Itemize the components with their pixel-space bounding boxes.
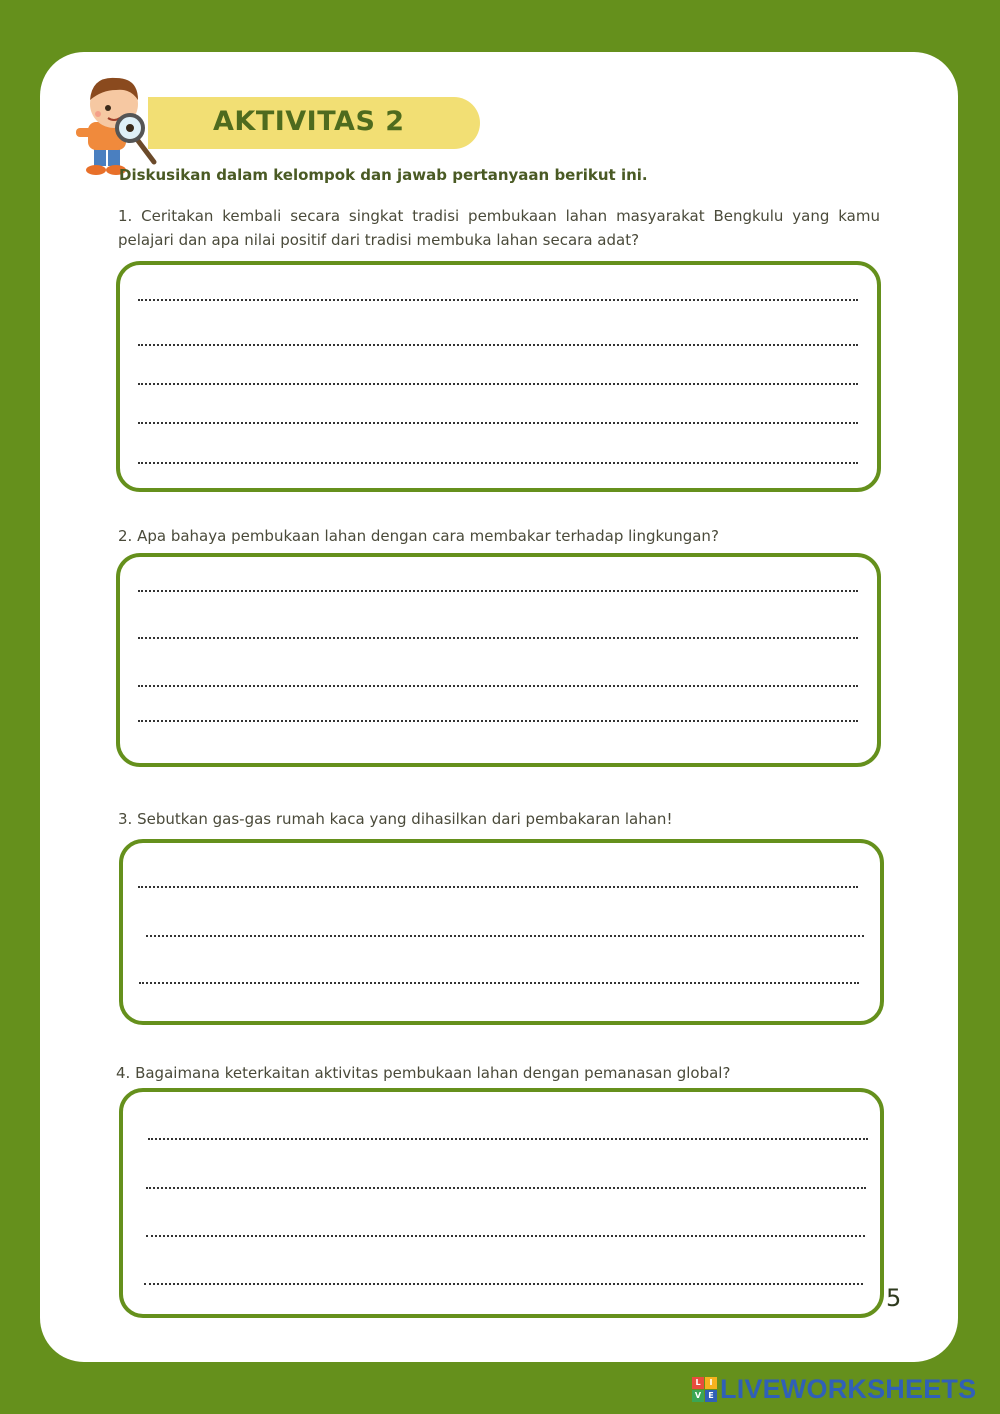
answer-line[interactable]	[139, 982, 859, 984]
answer-line[interactable]	[138, 422, 858, 424]
kid-magnifier-icon	[70, 66, 170, 178]
instruction-text: Diskusikan dalam kelompok dan jawab pertanyaan berikut ini.	[119, 166, 648, 184]
answer-line[interactable]	[148, 1138, 868, 1140]
answer-line[interactable]	[138, 299, 858, 301]
page-title: AKTIVITAS 2	[213, 106, 405, 137]
answer-line[interactable]	[138, 637, 858, 639]
answer-line[interactable]	[146, 1235, 865, 1237]
answer-line[interactable]	[138, 383, 858, 385]
answer-line[interactable]	[138, 886, 858, 888]
answer-line[interactable]	[144, 1283, 863, 1285]
answer-line[interactable]	[138, 462, 858, 464]
question-4: 4. Bagaimana keterkaitan aktivitas pembukaan lahan dengan pemanasan global?	[116, 1064, 731, 1082]
answer-line[interactable]	[138, 344, 858, 346]
answer-line[interactable]	[138, 590, 858, 592]
question-1: 1. Ceritakan kembali secara singkat tradisi pembukaan lahan masyarakat Bengkulu yang kamu pelajari dan apa nilai positif dari tradisi membuka lahan secara adat?	[118, 207, 880, 249]
answer-line[interactable]	[146, 1187, 866, 1189]
liveworksheets-watermark	[692, 1374, 976, 1404]
page-number: 5	[886, 1284, 902, 1312]
answer-box-1[interactable]	[116, 261, 881, 492]
liveworksheets-logo-icon: L I V E	[692, 1377, 717, 1402]
question-2: 2. Apa bahaya pembukaan lahan dengan cara membakar terhadap lingkungan?	[118, 527, 719, 545]
answer-line[interactable]	[146, 935, 864, 937]
question-3: 3. Sebutkan gas-gas rumah kaca yang dihasilkan dari pembakaran lahan!	[118, 810, 673, 828]
answer-line[interactable]	[138, 720, 858, 722]
liveworksheets-text: LIVEWORKSHEETS	[720, 1373, 977, 1404]
answer-box-3[interactable]	[119, 839, 884, 1025]
answer-box-2[interactable]	[116, 553, 881, 767]
answer-line[interactable]	[138, 685, 858, 687]
